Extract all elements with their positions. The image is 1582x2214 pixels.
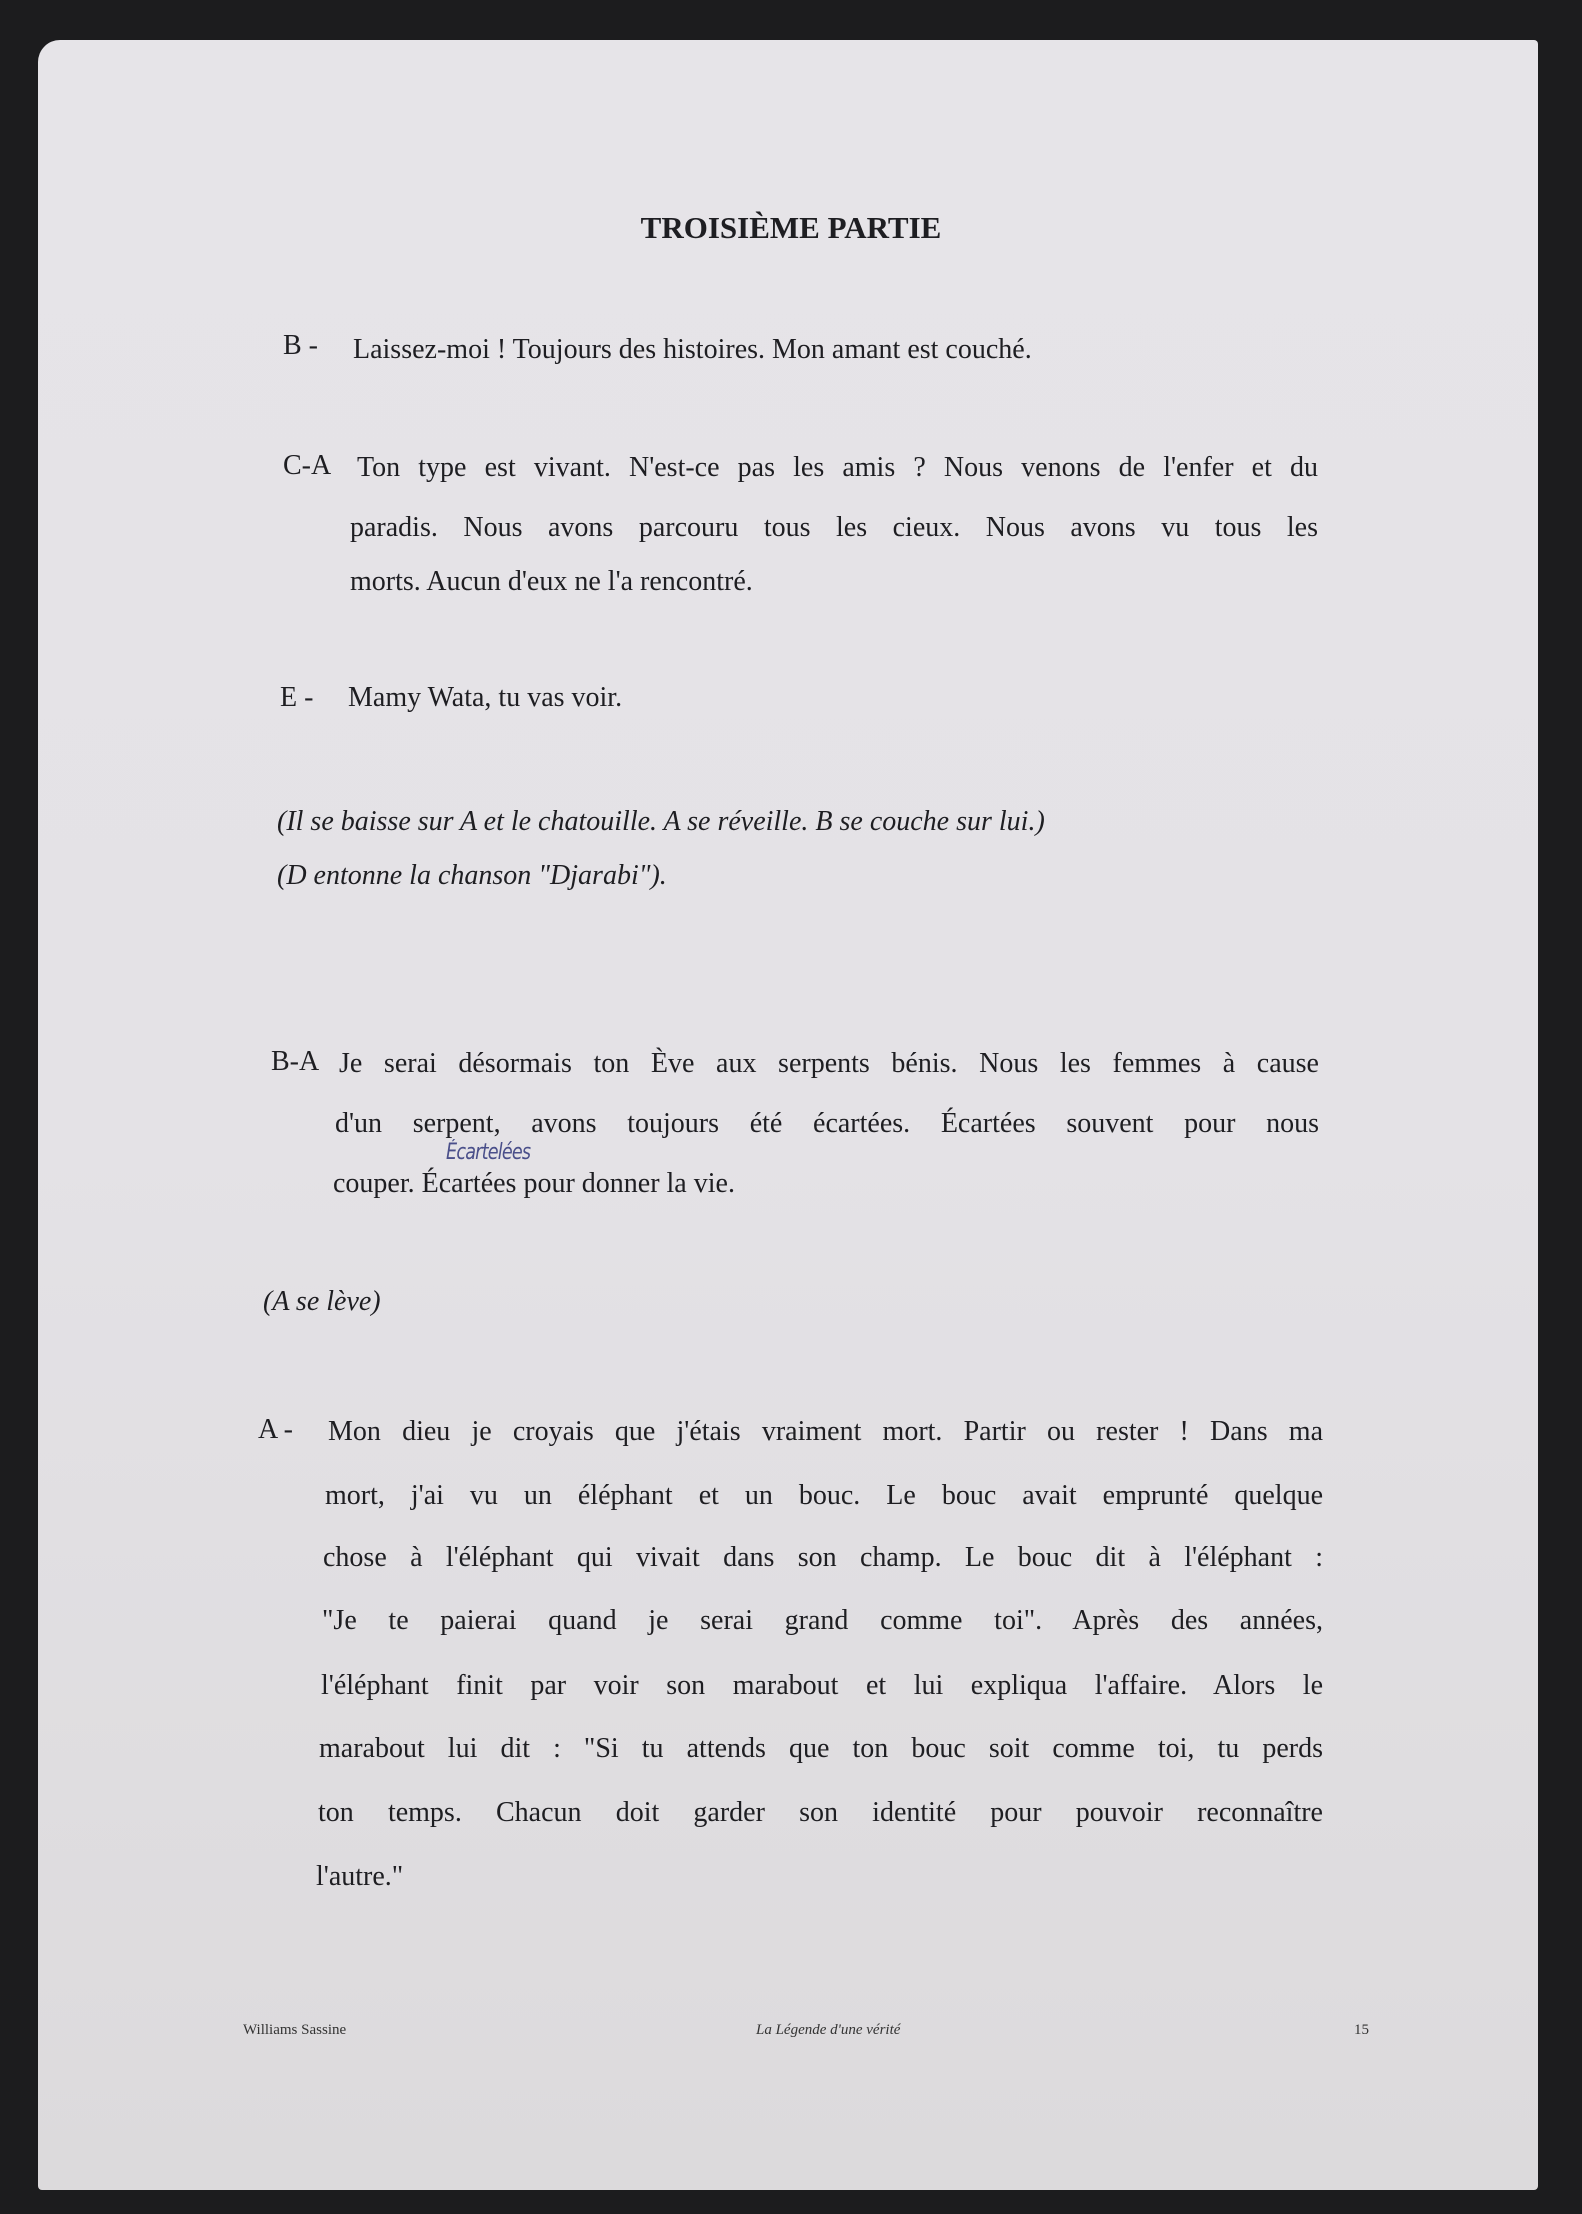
dialogue-line: chose à l'éléphant qui vivait dans son champ. Le bouc dit à l'éléphant : (323, 1542, 1323, 1573)
dialogue-line: d'un serpent, avons toujours été écartées. Écartées souvent pour nous (335, 1108, 1319, 1139)
dialogue-line: Mon dieu je croyais que j'étais vraiment mort. Partir ou rester ! Dans ma (328, 1416, 1323, 1447)
speaker-label: C-A (283, 450, 332, 481)
handwritten-annotation: Écartelées (446, 1140, 531, 1165)
dialogue-line: Laissez-moi ! Toujours des histoires. Mon amant est couché. (353, 334, 1032, 365)
speaker-label: B-A (271, 1046, 320, 1077)
stage-direction: (D entonne la chanson "Djarabi"). (277, 860, 667, 891)
dialogue-line: ton temps. Chacun doit garder son identité pour pouvoir reconnaître (318, 1797, 1323, 1828)
dialogue-line: l'autre." (316, 1861, 404, 1892)
footer-author: Williams Sassine (243, 2022, 347, 2038)
speaker-label: B - (283, 330, 318, 361)
speaker-label: A - (258, 1414, 293, 1445)
dialogue-line: Je serai désormais ton Ève aux serpents bénis. Nous les femmes à cause (339, 1048, 1319, 1079)
stage-direction: (A se lève) (263, 1286, 381, 1317)
page-number: 15 (1354, 2022, 1369, 2038)
dialogue-line: morts. Aucun d'eux ne l'a rencontré. (350, 566, 753, 597)
dialogue-line: l'éléphant finit par voir son marabout et lui expliqua l'affaire. Alors le (321, 1670, 1323, 1701)
dialogue-line: couper. Écartées pour donner la vie. (333, 1168, 735, 1199)
dialogue-line: "Je te paierai quand je serai grand comme toi". Après des années, (322, 1605, 1323, 1636)
page-title: TROISIÈME PARTIE (640, 210, 942, 245)
dialogue-line: mort, j'ai vu un éléphant et un bouc. Le bouc avait emprunté quelque (325, 1480, 1323, 1511)
dialogue-line: Ton type est vivant. N'est-ce pas les amis ? Nous venons de l'enfer et du (357, 452, 1318, 483)
footer-work-title: La Légende d'une vérité (756, 2022, 901, 2038)
dialogue-line: Mamy Wata, tu vas voir. (348, 682, 623, 713)
speaker-label: E - (280, 682, 314, 713)
stage-direction: (Il se baisse sur A et le chatouille. A se réveille. B se couche sur lui.) (277, 806, 1045, 837)
dialogue-line: paradis. Nous avons parcouru tous les cieux. Nous avons vu tous les (350, 512, 1318, 543)
dialogue-line: marabout lui dit : "Si tu attends que ton bouc soit comme toi, tu perds (319, 1733, 1323, 1764)
